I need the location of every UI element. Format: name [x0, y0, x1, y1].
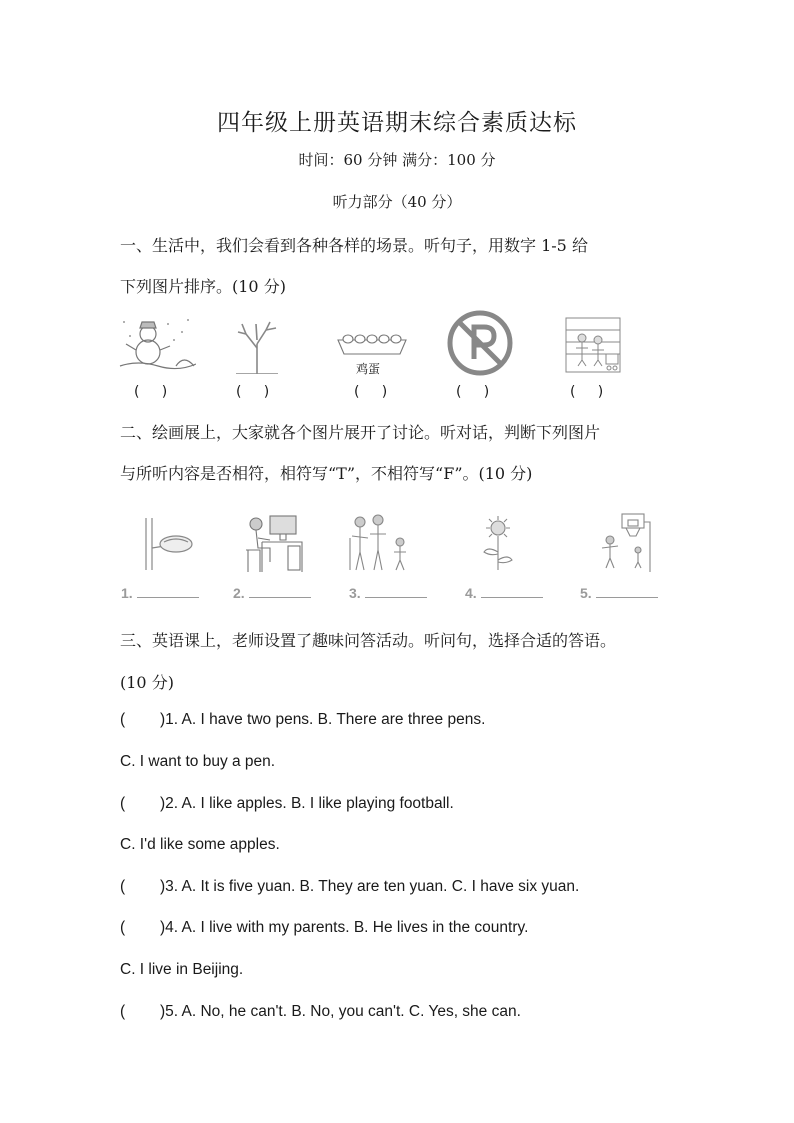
judge-blank-3[interactable]: [349, 585, 427, 601]
snowman-icon: [118, 316, 196, 374]
exam-time-info: 时间：60 分钟 满分：100 分: [298, 151, 496, 169]
judge-number-5: 5.: [580, 585, 592, 601]
answer-paren-2[interactable]: (: [120, 795, 126, 812]
section3-instruction-line1: 三、英语课上，老师设置了趣味问答活动。听问句，选择合适的答语。: [120, 631, 617, 650]
judge-number-1: 1.: [121, 585, 133, 601]
page-title: 四年级上册英语期末综合素质达标: [217, 110, 577, 136]
answer-bracket-1[interactable]: ( ): [134, 384, 168, 400]
answer-bracket-4[interactable]: ( ): [456, 384, 490, 400]
question-2-text: )2. A. I like apples. B. I like playing football.: [160, 795, 454, 812]
judge-number-3: 3.: [349, 585, 361, 601]
answer-bracket-3[interactable]: ( ): [354, 384, 388, 400]
question-3: [120, 878, 579, 896]
bare-tree-icon: [232, 318, 282, 374]
judge-number-2: 2.: [233, 585, 245, 601]
listening-heading: 听力部分（40 分）: [332, 193, 462, 211]
answer-paren-4[interactable]: (: [120, 919, 126, 936]
no-parking-icon: [446, 309, 514, 377]
question-4-option-c: C. I live in Beijing.: [120, 961, 244, 978]
question-1-option-c: C. I want to buy a pen.: [120, 753, 276, 770]
section1-instruction-line1: 一、生活中，我们会看到各种各样的场景。听句子，用数字 1-5 给: [120, 236, 588, 255]
bird-nest-icon: [140, 518, 196, 570]
judge-blank-5[interactable]: [580, 585, 658, 601]
question-4-text: )4. A. I live with my parents. B. He lives in the country.: [160, 919, 529, 936]
question-5: [120, 1003, 521, 1021]
section2-instruction-line2: 与所听内容是否相符，相符写“T”，不相符写“F”。(10 分): [120, 464, 533, 483]
question-4: [120, 919, 528, 937]
judge-blank-2[interactable]: [233, 585, 311, 601]
basketball-icon: [598, 512, 654, 572]
answer-bracket-5[interactable]: ( ): [570, 384, 604, 400]
computer-desk-icon: [240, 510, 304, 574]
question-2-option-c: C. I'd like some apples.: [120, 836, 280, 853]
question-1: [120, 711, 485, 729]
egg-tray-icon: [336, 330, 408, 356]
question-2: [120, 795, 454, 813]
question-3-text: )3. A. It is five yuan. B. They are ten yuan. C. I have six yuan.: [160, 878, 580, 895]
section3-instruction-line2: (10 分): [120, 673, 174, 692]
section1-instruction-line2: 下列图片排序。(10 分): [120, 277, 286, 296]
answer-paren-3[interactable]: (: [120, 878, 126, 895]
egg-label: 鸡蛋: [356, 362, 381, 376]
answer-bracket-2[interactable]: ( ): [236, 384, 270, 400]
sunflower-icon: [478, 512, 518, 572]
judge-number-4: 4.: [465, 585, 477, 601]
answer-paren-1[interactable]: (: [120, 711, 126, 728]
judge-blank-1[interactable]: [121, 585, 199, 601]
family-walk-icon: [346, 512, 414, 572]
question-1-text: )1. A. I have two pens. B. There are three pens.: [160, 711, 486, 728]
judge-blank-4[interactable]: [465, 585, 543, 601]
section2-instruction-line1: 二、绘画展上，大家就各个图片展开了讨论。听对话，判断下列图片: [120, 423, 601, 442]
answer-paren-5[interactable]: (: [120, 1003, 126, 1020]
shopping-icon: [564, 316, 622, 374]
question-5-text: )5. A. No, he can't. B. No, you can't. C. Yes, she can.: [160, 1003, 521, 1020]
